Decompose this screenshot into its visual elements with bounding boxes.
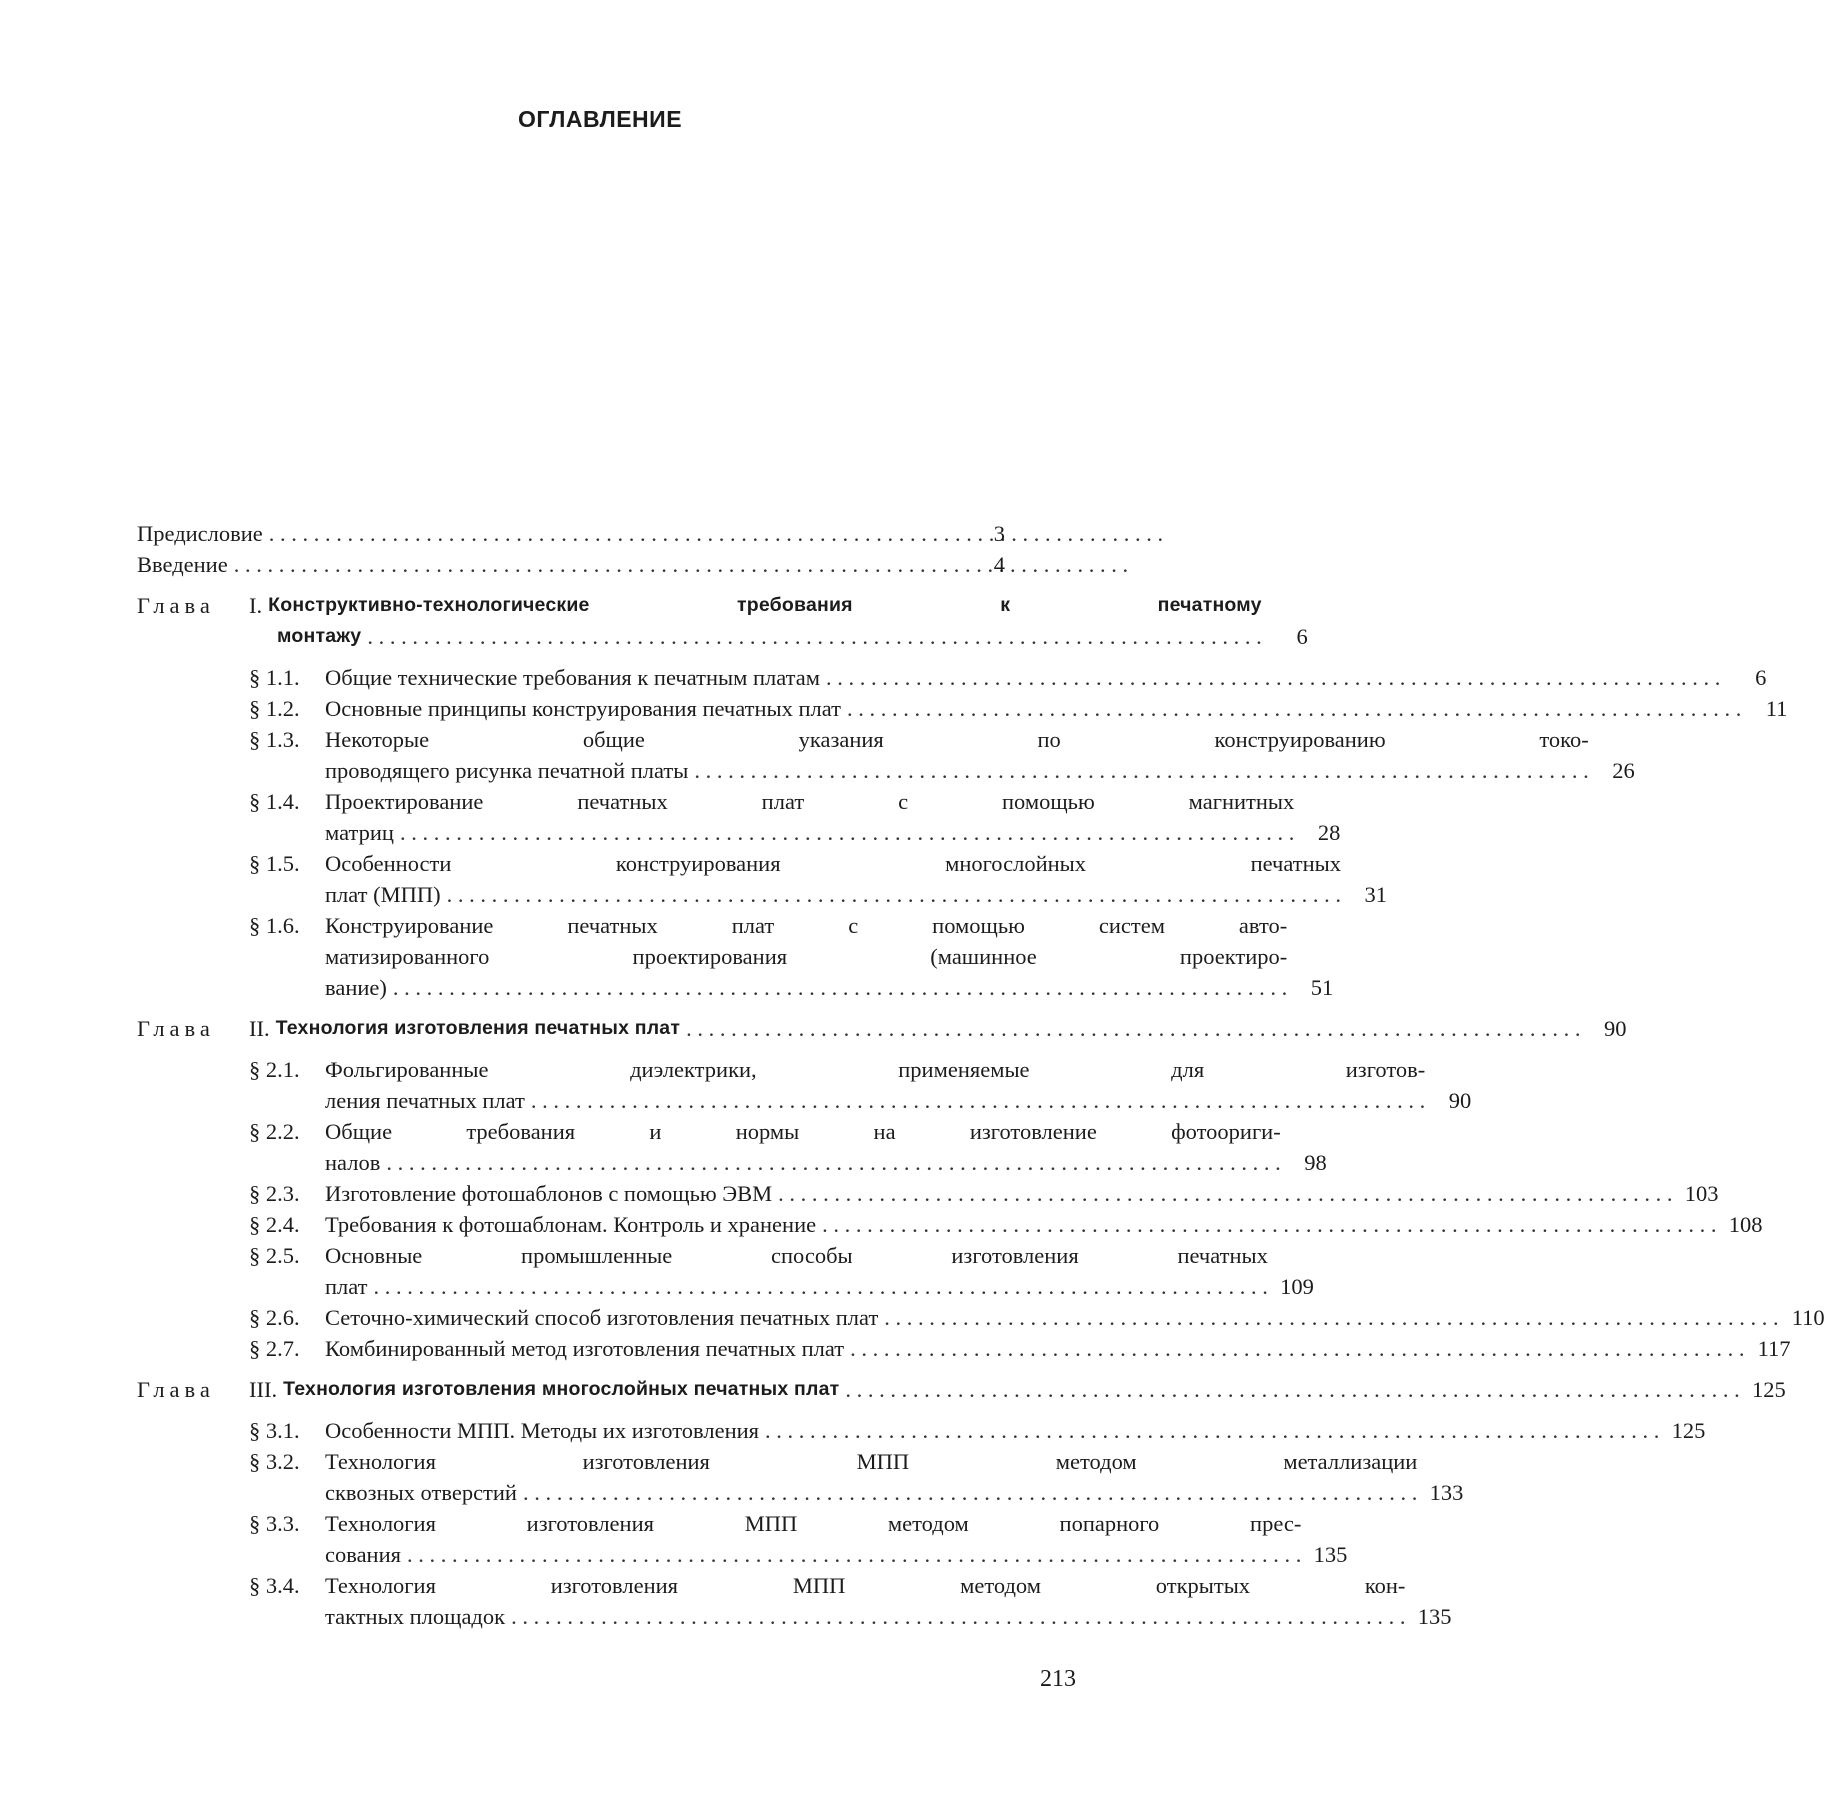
section-title-row (325, 879, 1387, 910)
toc-section[interactable] (249, 910, 1334, 1003)
section-title-row (325, 817, 1340, 848)
toc-entry-page: 11 (1765, 696, 1788, 721)
section-title-row (325, 1209, 1763, 1240)
section-number: § 2.4. (249, 1212, 300, 1237)
section-number: § 1.1. (249, 665, 300, 690)
section-number: § 1.3. (249, 727, 300, 752)
chapter-number: II. (249, 1016, 270, 1041)
section-title-row (325, 1333, 1791, 1364)
section-body (325, 1570, 1451, 1632)
section-number: § 3.3. (249, 1511, 300, 1536)
section-number: § 1.5. (249, 851, 300, 876)
leader-dots (884, 1302, 1778, 1333)
chapter-number: III. (249, 1377, 278, 1402)
section-body (325, 662, 1766, 693)
page-number: 213 (1040, 1666, 1076, 1692)
section-title-line: Некоторые общие указания по конструированию токо- (325, 727, 1589, 752)
leader-dots (386, 1147, 1280, 1178)
toc-entry-page: 125 (1671, 1418, 1706, 1443)
toc-entry-preface[interactable] (137, 518, 1005, 549)
chapter-title-line: монтажу (277, 625, 362, 647)
section-title-line: Изготовление фотошаблонов с помощью ЭВМ (325, 1181, 773, 1206)
section-title-line: ления печатных плат (325, 1088, 525, 1113)
section-body (325, 1116, 1327, 1178)
leader-dots (765, 1415, 1659, 1446)
section-title-row (325, 755, 1635, 786)
section-title-line: Общие технические требования к печатным платам (325, 665, 820, 690)
section-title-row (325, 1178, 1719, 1209)
section-title-row (325, 662, 1766, 693)
toc-entry-page: 51 (1310, 975, 1334, 1000)
chapter-title-row (249, 621, 1308, 652)
leader-dots (694, 755, 1588, 786)
section-body (325, 1446, 1463, 1508)
toc-entry-page: 135 (1313, 1542, 1348, 1567)
section-title-line: Технология изготовления МПП методом металлизации (325, 1449, 1418, 1474)
section-title-line: Общие требования и нормы на изготовление фотоориги- (325, 1119, 1281, 1144)
section-title-line: Особенности конструирования многослойных печатных (325, 851, 1341, 876)
leader-dots (822, 1209, 1716, 1240)
section-number: § 2.1. (249, 1057, 300, 1082)
section-body (325, 1178, 1719, 1209)
toc-entry-page: 90 (1448, 1088, 1472, 1113)
toc-section[interactable] (249, 1333, 1791, 1364)
section-title-row (325, 1302, 1825, 1333)
page-title: ОГЛАВЛЕНИЕ (517, 106, 683, 132)
toc-section[interactable] (249, 786, 1341, 848)
chapter-prefix (137, 590, 249, 652)
section-title-line: вание) (325, 975, 387, 1000)
toc-section[interactable] (249, 1570, 1452, 1632)
chapter-word: Глава (137, 593, 215, 618)
section-number: § 1.6. (249, 913, 300, 938)
toc-section[interactable] (249, 1415, 1706, 1446)
section-title-line: плат (325, 1274, 368, 1299)
section-title-line: Технология изготовления МПП методом попарного прес- (325, 1511, 1302, 1536)
section-body (325, 1240, 1314, 1302)
section-body (325, 848, 1387, 910)
toc-entry-introduction[interactable] (137, 549, 1005, 580)
section-number: § 2.7. (249, 1336, 300, 1361)
leader-dots (400, 817, 1294, 848)
leader-dots (511, 1601, 1405, 1632)
section-title-line: сквозных отверстий (325, 1480, 517, 1505)
leader-dots (845, 1374, 1739, 1405)
toc-section[interactable] (249, 1446, 1464, 1508)
toc-entry-page: 135 (1417, 1604, 1452, 1629)
chapter-title-wrap (268, 590, 1308, 621)
section-title-row (325, 1601, 1451, 1632)
chapter-title-line: Технология изготовления многослойных печатных плат (283, 1378, 840, 1400)
section-body (325, 1302, 1825, 1333)
section-body (325, 1508, 1347, 1570)
toc-entry-page: 3 (993, 521, 1005, 546)
section-title-line: налов (325, 1150, 381, 1175)
toc-entry-label: Введение (137, 552, 228, 577)
toc-entry-page: 6 (1296, 624, 1308, 649)
toc-entry-page: 28 (1317, 820, 1341, 845)
toc-section[interactable] (249, 1116, 1327, 1178)
chapter-prefix (137, 1013, 249, 1044)
toc-section[interactable] (249, 1178, 1719, 1209)
section-body (325, 1415, 1705, 1446)
toc-entry-page: 90 (1603, 1016, 1627, 1041)
toc-section[interactable] (249, 724, 1635, 786)
toc-entry-page: 117 (1757, 1336, 1791, 1361)
section-title-row (325, 1539, 1347, 1570)
chapter-title-line: Конструктивно-технологические требования к печатному (268, 594, 1262, 616)
section-number: § 2.2. (249, 1119, 300, 1144)
toc-entry-page: 109 (1280, 1274, 1314, 1299)
leader-dots (826, 662, 1720, 693)
section-title-row (325, 1271, 1314, 1302)
section-body (325, 1333, 1791, 1364)
chapter-title-row (249, 1374, 1786, 1405)
section-body (325, 910, 1333, 1003)
table-of-contents (137, 518, 1825, 1632)
toc-section[interactable] (249, 848, 1387, 910)
section-body (325, 786, 1340, 848)
leader-dots (686, 1013, 1580, 1044)
section-title-line: Технология изготовления МПП методом открытых кон- (325, 1573, 1406, 1598)
section-number: § 2.5. (249, 1243, 300, 1268)
section-title-line: матизированного проектирования (машинное проектиро- (325, 944, 1288, 969)
section-title-line: тактных площадок (325, 1604, 506, 1629)
toc-entry-page: 4 (993, 552, 1005, 577)
section-title-line: Основные принципы конструирования печатных плат (325, 696, 842, 721)
toc-section[interactable] (249, 1209, 1763, 1240)
leader-dots (523, 1477, 1417, 1508)
toc-chapter[interactable] (137, 1374, 1786, 1405)
section-title-line: матриц (325, 820, 394, 845)
leader-dots (778, 1178, 1672, 1209)
toc-section[interactable] (249, 1508, 1348, 1570)
section-title-row (325, 1085, 1471, 1116)
toc-entry-page: 26 (1612, 758, 1635, 783)
leader-dots (847, 693, 1741, 724)
toc-section[interactable] (249, 693, 1788, 724)
section-title-line: Основные промышленные способы изготовления печатных (325, 1243, 1268, 1268)
toc-section[interactable] (249, 1302, 1825, 1333)
toc-section[interactable] (249, 1054, 1472, 1116)
section-title-line: Проектирование печатных плат с помощью магнитных (325, 789, 1295, 814)
leader-dots (374, 1271, 1268, 1302)
section-number: § 1.2. (249, 696, 300, 721)
section-title-line: Конструирование печатных плат с помощью систем авто- (325, 913, 1288, 938)
section-title-line: Особенности МПП. Методы их изготовления (325, 1418, 760, 1443)
section-title-row (325, 1477, 1463, 1508)
leader-dots (234, 549, 959, 580)
toc-entry-page: 125 (1752, 1377, 1786, 1402)
section-number: § 1.4. (249, 789, 300, 814)
leader-dots (850, 1333, 1744, 1364)
leader-dots (447, 879, 1341, 910)
chapter-title-row (249, 1013, 1626, 1044)
toc-entry-page: 31 (1364, 882, 1387, 907)
section-title-line: сования (325, 1542, 401, 1567)
section-body (325, 693, 1787, 724)
toc-section[interactable] (249, 662, 1767, 693)
chapter-title-line: Технология изготовления печатных плат (275, 1017, 681, 1039)
chapter-word: Глава (137, 1377, 215, 1402)
chapter-number: I. (249, 593, 263, 618)
section-title-row (325, 972, 1333, 1003)
section-body (325, 1054, 1471, 1116)
toc-chapter[interactable] (137, 1013, 1627, 1044)
section-number: § 3.2. (249, 1449, 300, 1474)
section-title-line: Требования к фотошаблонам. Контроль и хранение (325, 1212, 817, 1237)
toc-entry-page: 98 (1304, 1150, 1327, 1175)
section-number: § 3.4. (249, 1573, 300, 1598)
chapter-body (249, 1013, 1626, 1044)
leader-dots (531, 1085, 1425, 1116)
toc-entry-page: 108 (1728, 1212, 1763, 1237)
toc-section[interactable] (249, 1240, 1314, 1302)
chapter-body (249, 1374, 1786, 1405)
section-body (325, 1209, 1763, 1240)
section-title-line: Комбинированный метод изготовления печатных плат (325, 1336, 845, 1361)
leader-dots (393, 972, 1287, 1003)
leader-dots (367, 621, 1261, 652)
section-body (325, 724, 1635, 786)
chapter-word: Глава (137, 1016, 215, 1041)
toc-entry-label: Предисловие (137, 521, 263, 546)
section-title-line: Сеточно-химический способ изготовления печатных плат (325, 1305, 879, 1330)
section-title-row (325, 1147, 1327, 1178)
section-title-line: проводящего рисунка печатной платы (325, 758, 689, 783)
toc-entry-page: 133 (1429, 1480, 1464, 1505)
section-title-line: плат (МПП) (325, 882, 441, 907)
chapter-prefix (137, 1374, 249, 1405)
toc-entry-page: 103 (1684, 1181, 1719, 1206)
chapter-body (249, 590, 1308, 652)
toc-chapter[interactable] (137, 590, 1308, 652)
toc-entry-page: 110 (1791, 1305, 1825, 1330)
section-number: § 2.3. (249, 1181, 300, 1206)
section-title-line: Фольгированные диэлектрики, применяемые для изготов- (325, 1057, 1426, 1082)
section-number: § 3.1. (249, 1418, 300, 1443)
section-title-row (325, 1415, 1705, 1446)
section-number: § 2.6. (249, 1305, 300, 1330)
section-title-row (325, 693, 1787, 724)
chapter-title-row (249, 590, 1308, 621)
leader-dots (407, 1539, 1301, 1570)
toc-entry-page: 6 (1755, 665, 1767, 690)
leader-dots (269, 518, 959, 549)
